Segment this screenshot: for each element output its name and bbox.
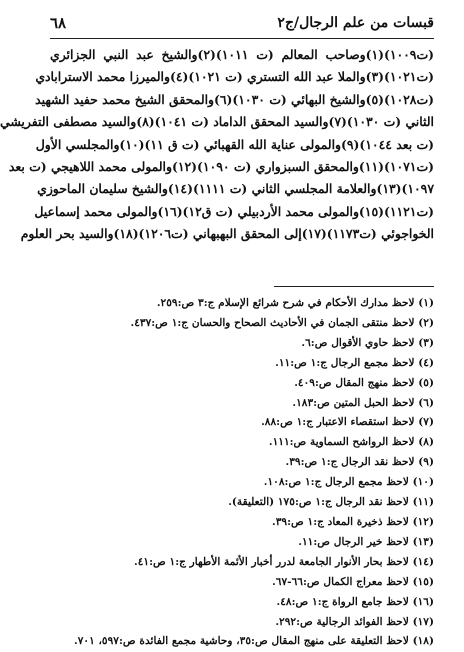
- text-line: (ت١٠٢٨)(٥)والشيخ البهائي (ت ١٠٣٠)(٦)والمحقق الشيخ محمد حفيد الشهيد: [35, 91, 434, 107]
- footnote-separator: [274, 286, 434, 287]
- footnote: (٤) لاحظ مجمع الرجال ج:١ ص:١١.: [275, 356, 434, 369]
- text-line: الثاني (ت ١٠٣٠)(٧)والسيد المحقق الداماد (ت ١٠٤١)(٨)والسيد مصطفى التفريشي: [0, 114, 434, 130]
- footnote: (١٨) لاحظ التعليقة على منهج المقال ص:٣٥، وحاشية مجمع الفائدة ص:٥٩٧، ٧٠١.: [74, 635, 434, 648]
- text-line: ١٠٩٧)(١٣)والعلامة المجلسي الثاني (ت ١١١١)(١٤)والشيخ سليمان الماحوزي: [37, 181, 434, 197]
- running-title: قبسات من علم الرجال/ج٢: [277, 15, 434, 31]
- page-number: ٦٨: [50, 14, 67, 32]
- footnote: (٢) لاحظ منتقى الجمان في الأحاديث الصحاح والحسان ج:١ ص:٤٣٧.: [130, 316, 434, 329]
- footnotes: [50, 294, 434, 652]
- footnote: (٥) لاحظ منهج المقال ص:٤٠٩.: [294, 376, 434, 389]
- footnote: (١) لاحظ مدارك الأحكام في شرح شرائع الإسلام ج:٣ ص:٢٥٩.: [156, 297, 434, 309]
- footnote: (١٠) لاحظ مجمع الرجال ج:١ ص:١٠٨.: [263, 476, 434, 489]
- footnote: (١٣) لاحظ خير الرجال ص:١١.: [298, 535, 434, 548]
- footnote: (١٤) لاحظ بحار الأنوار الجامعة لدرر أخبار الأئمة الأطهار ج:١ ص:٤١.: [134, 555, 434, 568]
- footnote: (١٥) لاحظ معراج الكمال ص:٦٦-٦٧.: [272, 575, 434, 588]
- text-line: الخواجوئي (ت١١٧٣)(١٧)إلى المحقق البهبهاني (ت١٢٠٦)(١٨)والسيد بحر العلوم: [20, 226, 434, 242]
- footnote: (٩) لاحظ نقد الرجال ج:١ ص:٣٩.: [285, 456, 434, 469]
- text-line: (ت١٠٠٩)(١)وصاحب المعالم (ت ١٠١١)(٢)والشيخ عبد النبي الجزائري: [50, 47, 434, 62]
- footnote: (٨) لاحظ الرواشح السماوية ص:١١١.: [268, 436, 434, 449]
- footnote: (٣) لاحظ حاوي الأقوال ص:٦.: [301, 336, 434, 349]
- footnote: (٧) لاحظ استقصاء الاعتبار ج:١ ص:٨٨.: [261, 416, 434, 429]
- text-line: (ت بعد ١٠٤٤)(٩)والمولى عناية الله القهبائي (ت ق ١١)(١٠)والمجلسي الأول: [35, 136, 434, 152]
- page-header: [50, 8, 434, 39]
- text-line: (ت١١٢١)(١٥)والمولى محمد الأردبيلي (ت ق١٢)(١٦)والمولى محمد إسماعيل: [34, 203, 434, 219]
- footnote: (٦) لاحظ الحبل المتين ص:١٨٣.: [292, 396, 434, 409]
- text-line: (ت١٠٧١)(١١)والمحقق السبزواري (ت ١٠٩٠)(١٢)والمولى محمد اللاهيجي (ت بعد: [8, 159, 434, 175]
- main-text: [0, 44, 434, 246]
- footnote: (١١) لاحظ نقد الرجال ج:١ ص:١٧٥ (التعليقة).: [228, 496, 434, 509]
- footnote: (١٢) لاحظ ذخيرة المعاد ج:١ ص:٣٩.: [272, 515, 434, 528]
- footnote: (١٦) لاحظ جامع الرواة ج:١ ص:٤٨.: [276, 595, 434, 608]
- footnote: (١٧) لاحظ الفوائد الرجالية ص:٢٩٢.: [275, 615, 434, 628]
- text-line: (ت١٠٢١)(٣)والملا عبد الله التستري (ت ١٠٢١)(٤)والميرزا محمد الاسترابادي: [35, 69, 434, 85]
